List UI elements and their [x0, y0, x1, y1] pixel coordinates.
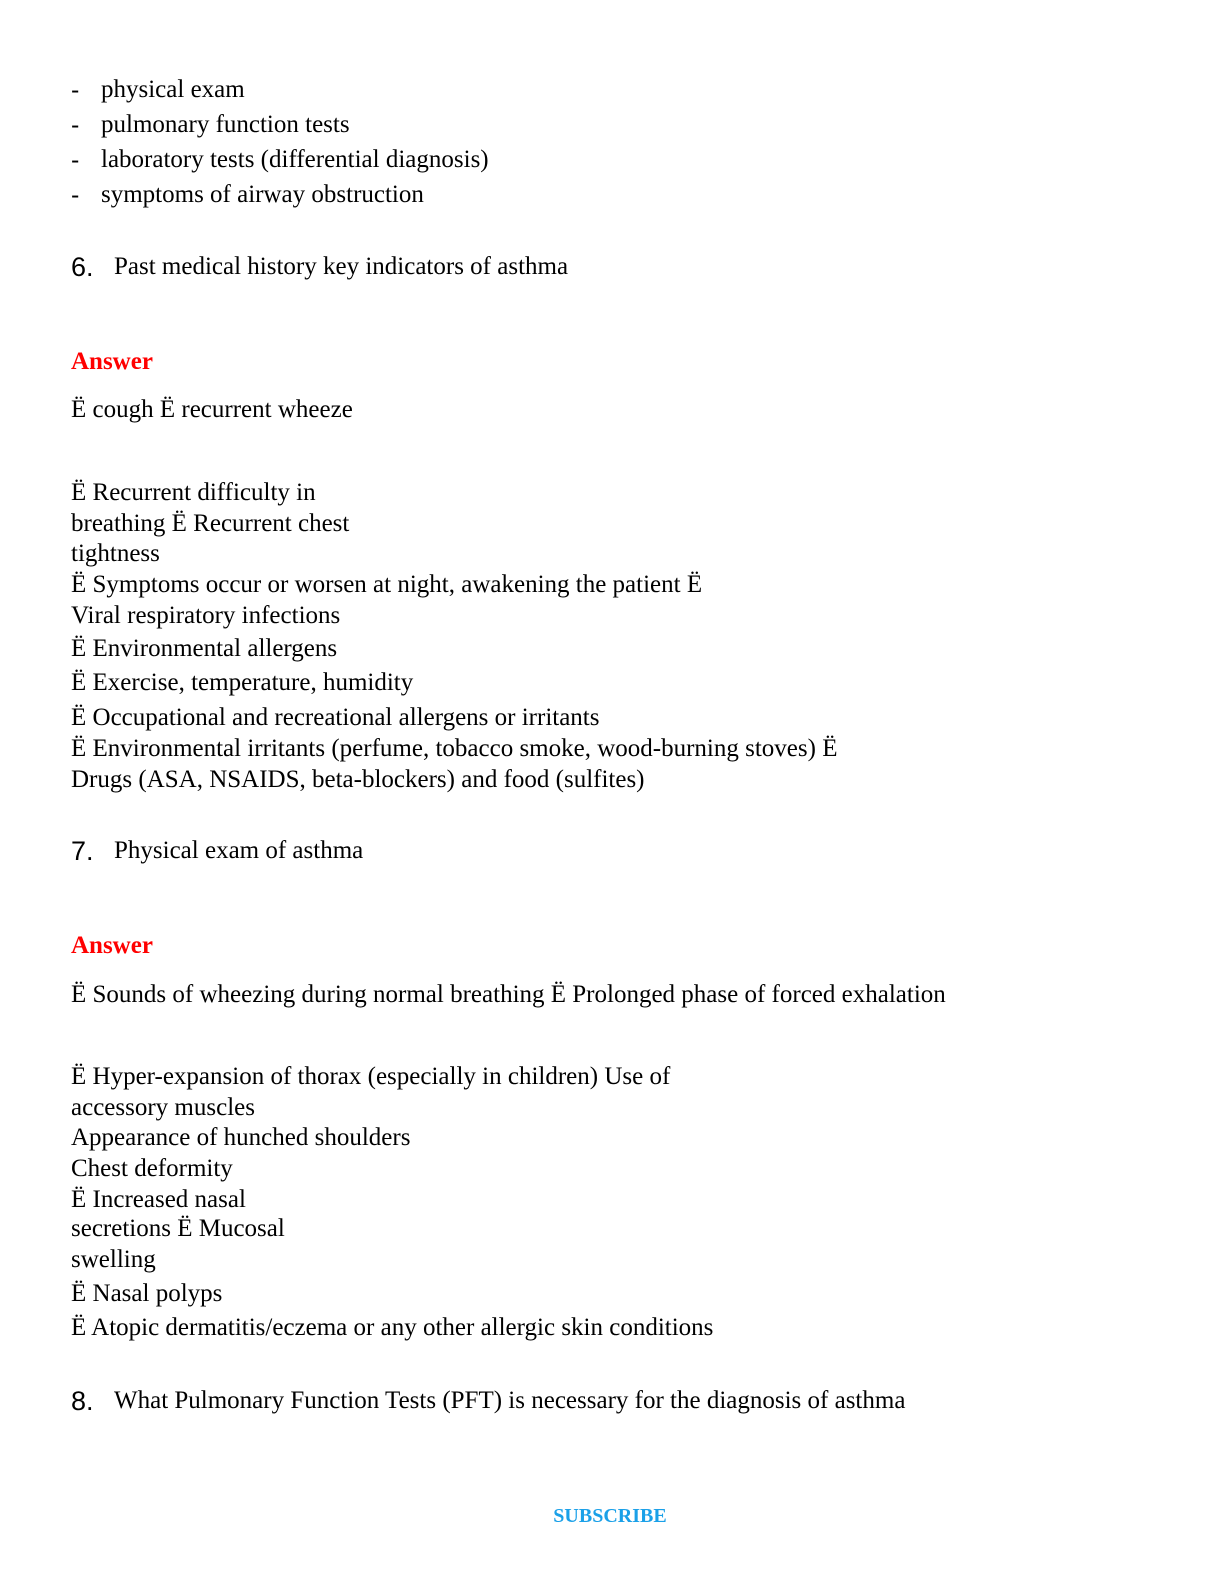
- answer-line: Ë Sounds of wheezing during normal breathing Ë Prolonged phase of forced exhalation: [71, 981, 946, 1008]
- answer-line: Viral respiratory infections: [71, 602, 341, 629]
- list-item: symptoms of airway obstruction: [101, 181, 424, 208]
- bullet-dash: -: [71, 76, 80, 104]
- answer-line: secretions Ë Mucosal: [71, 1215, 285, 1242]
- answer-line: tightness: [71, 540, 160, 567]
- list-item: laboratory tests (differential diagnosis): [101, 146, 489, 173]
- answer-line: Appearance of hunched shoulders: [71, 1124, 411, 1151]
- answer-line: Drugs (ASA, NSAIDS, beta-blockers) and food (sulfites): [71, 766, 645, 793]
- question-number: 6.: [71, 252, 94, 282]
- answer-line: Ë Environmental irritants (perfume, tobacco smoke, wood-burning stoves) Ë: [71, 735, 838, 762]
- list-item: physical exam: [101, 76, 245, 103]
- answer-line: Ë Exercise, temperature, humidity: [71, 669, 414, 696]
- list-item: pulmonary function tests: [101, 111, 350, 138]
- question-number: 8.: [71, 1386, 94, 1416]
- answer-line: accessory muscles: [71, 1094, 255, 1121]
- answer-line: Ë Occupational and recreational allergens or irritants: [71, 704, 600, 731]
- bullet-dash: -: [71, 146, 80, 174]
- answer-line: Ë Atopic dermatitis/eczema or any other allergic skin conditions: [71, 1314, 714, 1341]
- question-text: Physical exam of asthma: [114, 837, 364, 864]
- answer-label: Answer: [71, 932, 153, 959]
- answer-line: Ë Recurrent difficulty in: [71, 479, 316, 506]
- answer-line: swelling: [71, 1246, 156, 1273]
- question-text: What Pulmonary Function Tests (PFT) is necessary for the diagnosis of asthma: [114, 1387, 906, 1414]
- subscribe-link[interactable]: SUBSCRIBE: [553, 1505, 667, 1527]
- answer-line: Ë Environmental allergens: [71, 635, 338, 662]
- answer-line: breathing Ë Recurrent chest: [71, 510, 350, 537]
- answer-label: Answer: [71, 348, 153, 375]
- answer-line: Ë Hyper-expansion of thorax (especially in children) Use of: [71, 1063, 671, 1090]
- bullet-dash: -: [71, 181, 80, 209]
- bullet-dash: -: [71, 111, 80, 139]
- question-text: Past medical history key indicators of asthma: [114, 253, 569, 280]
- answer-line: Ë Symptoms occur or worsen at night, awakening the patient Ë: [71, 571, 703, 598]
- answer-line: Ë Nasal polyps: [71, 1280, 223, 1307]
- answer-line: Ë Increased nasal: [71, 1186, 246, 1213]
- answer-line: Chest deformity: [71, 1155, 233, 1182]
- question-number: 7.: [71, 836, 94, 866]
- answer-line: Ë cough Ë recurrent wheeze: [71, 396, 353, 423]
